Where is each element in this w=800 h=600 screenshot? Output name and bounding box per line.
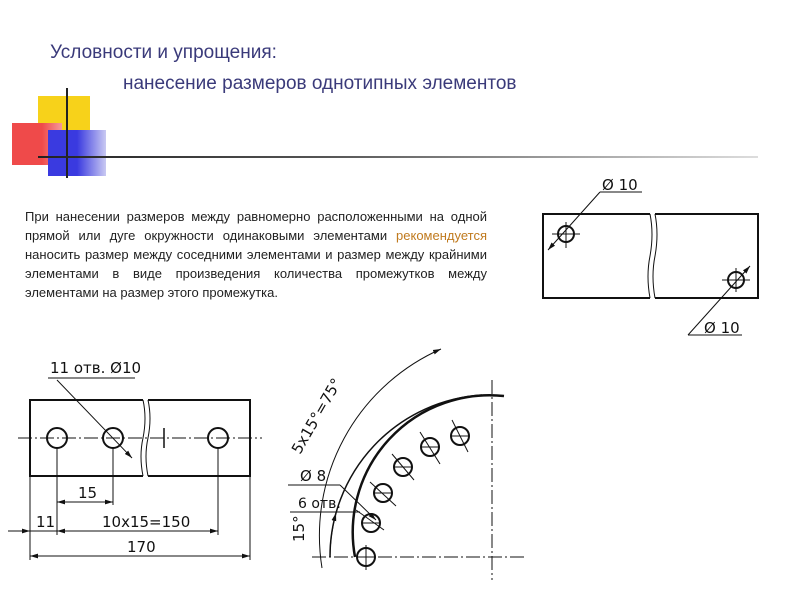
- arc-outer: [353, 395, 504, 557]
- angle-chain-label: 5x15°=75°: [287, 375, 346, 457]
- top-right-drawing: [543, 192, 758, 335]
- dim-11-label: 11: [36, 513, 56, 531]
- diameter-label-bottom: Ø 10: [704, 319, 740, 337]
- angle-15-label: 15°: [290, 515, 308, 542]
- paragraph-text-after: наносить размер между соседними элементами и размер между крайними элементами в виде произведения количества промежутков между элементами на размер этого промежутка.: [25, 247, 487, 300]
- bottom-right-drawing: [288, 349, 525, 580]
- plate-outline-top-right: [543, 214, 650, 298]
- leader-line: [57, 380, 132, 458]
- bottom-left-drawing: [8, 378, 262, 560]
- diameter-label-top: Ø 10: [602, 176, 638, 194]
- slide-subtitle: нанесение размеров однотипных элементов: [123, 73, 517, 94]
- holes-count-label: 6 отв.: [298, 496, 341, 512]
- diameter-8-label: Ø 8: [300, 467, 327, 485]
- paragraph-text-before: При нанесении размеров между равномерно расположенными на одной прямой или дуге окружности одинаковыми элементами: [25, 209, 487, 243]
- dim-chain-label: 10x15=150: [102, 513, 191, 531]
- slide-title: Условности и упрощения:: [50, 42, 277, 63]
- dim-15-label: 15: [78, 484, 98, 502]
- holes-label: 11 отв. Ø10: [50, 359, 142, 377]
- leader-line: [548, 192, 600, 250]
- paragraph-highlight: рекомендуется: [396, 228, 487, 243]
- dim-total-label: 170: [127, 538, 156, 556]
